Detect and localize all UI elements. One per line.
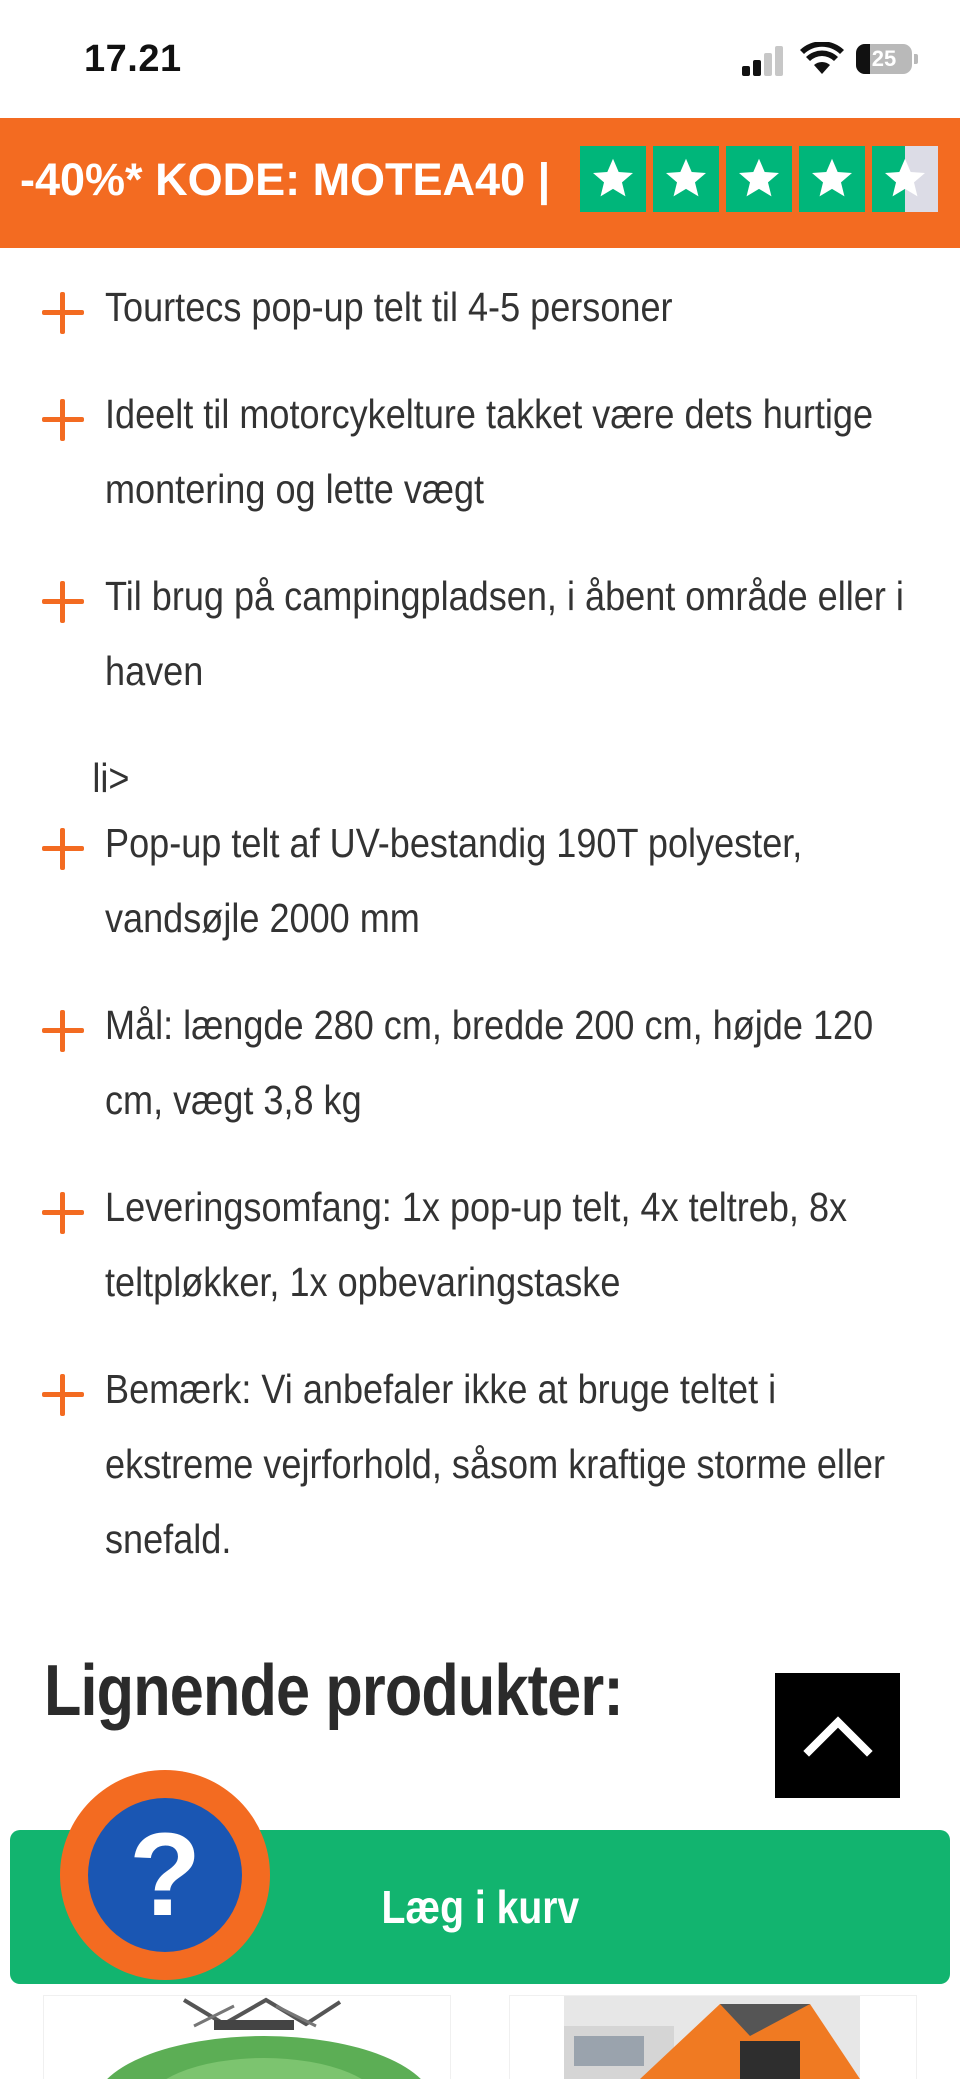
plus-icon xyxy=(42,581,84,623)
promo-banner[interactable] xyxy=(0,118,960,248)
chevron-up-icon xyxy=(803,1705,873,1765)
battery-percent: 25 xyxy=(871,46,897,71)
status-bar xyxy=(0,0,960,118)
plus-icon xyxy=(42,1192,84,1234)
plus-icon xyxy=(42,292,84,334)
list-item xyxy=(0,806,960,956)
star-icon xyxy=(726,146,792,212)
list-item xyxy=(0,988,960,1138)
plus-icon xyxy=(42,1374,84,1416)
add-to-cart-label: Læg i kurv xyxy=(381,1881,579,1933)
stray-markup-text: li> xyxy=(92,755,130,801)
help-button[interactable] xyxy=(60,1770,270,1980)
half-star-icon xyxy=(872,146,938,212)
trustpilot-rating xyxy=(580,146,938,212)
feature-text: Ideelt til motorcykelture takket være dets hurtige montering og lette vægt xyxy=(105,391,874,512)
plus-icon xyxy=(42,399,84,441)
status-time: 17.21 xyxy=(84,38,182,80)
product-card[interactable] xyxy=(510,1996,916,2079)
car-tent-product-image xyxy=(510,1996,916,2079)
star-icon xyxy=(653,146,719,212)
wifi-icon xyxy=(800,42,844,76)
feature-text: Pop-up telt af UV-bestandig 190T polyester, vandsøjle 2000 mm xyxy=(105,820,803,941)
cellular-signal-icon xyxy=(742,44,786,76)
list-item xyxy=(0,1352,960,1577)
feature-text: Tourtecs pop-up telt til 4-5 personer xyxy=(105,284,673,330)
product-card[interactable] xyxy=(44,1996,450,2079)
star-icon xyxy=(799,146,865,212)
question-mark-icon: ? xyxy=(88,1798,242,1952)
list-item xyxy=(0,559,960,709)
scroll-to-top-button[interactable] xyxy=(775,1673,900,1798)
list-item xyxy=(0,1170,960,1320)
similar-products-heading: Lignende produkter: xyxy=(44,1651,623,1731)
feature-text: Leveringsomfang: 1x pop-up telt, 4x teltreb, 8x teltpløkker, 1x opbevaringstaske xyxy=(105,1184,848,1305)
tent-product-image xyxy=(44,1996,450,2079)
star-icon xyxy=(580,146,646,212)
battery-icon xyxy=(856,44,912,74)
feature-text: Til brug på campingpladsen, i åbent område eller i haven xyxy=(105,573,904,694)
feature-text: Mål: længde 280 cm, bredde 200 cm, højde 120 cm, vægt 3,8 kg xyxy=(105,1002,874,1123)
list-item xyxy=(0,270,960,345)
plus-icon xyxy=(42,828,84,870)
list-item xyxy=(0,377,960,527)
feature-list xyxy=(0,270,960,1609)
plus-icon xyxy=(42,1010,84,1052)
promo-code-text: -40%* KODE: MOTEA40 | xyxy=(20,154,551,205)
feature-text: Bemærk: Vi anbefaler ikke at bruge teltet i ekstreme vejrforhold, såsom kraftige storme eller snefald. xyxy=(105,1366,886,1562)
